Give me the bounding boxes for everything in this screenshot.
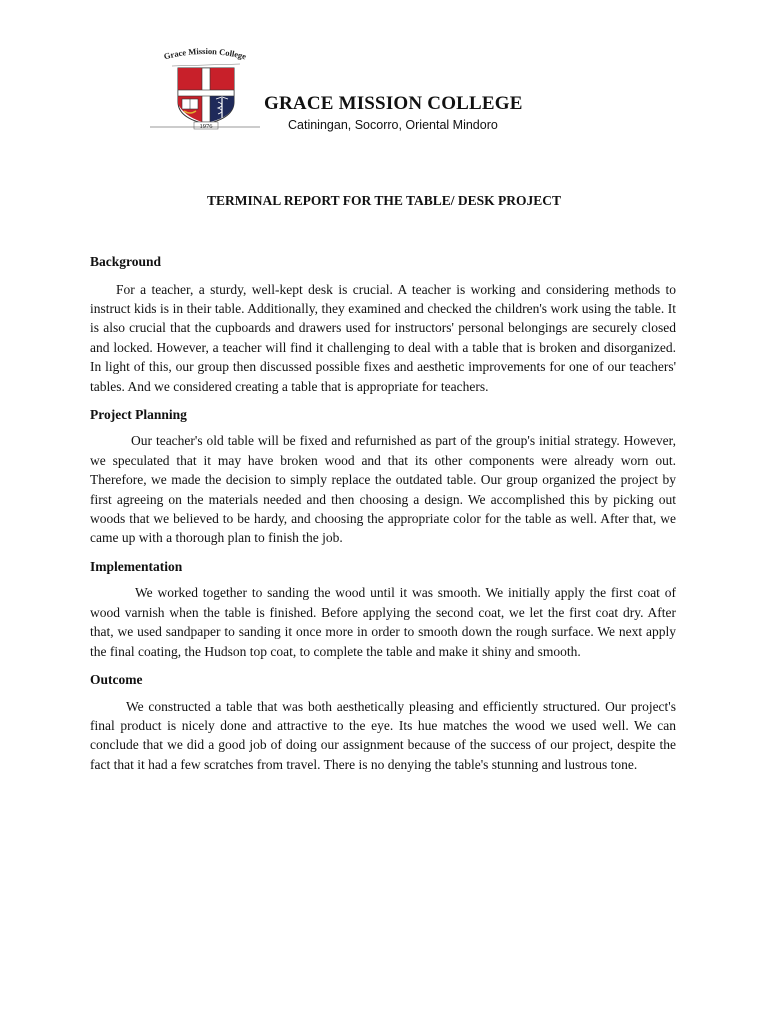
- logo-arc-text: Grace Mission College: [162, 45, 248, 62]
- section-heading: Background: [90, 254, 162, 269]
- section-implementation: [90, 557, 676, 661]
- section-paragraph: Our teacher's old table will be fixed and refurnished as part of the group's initial strategy. However, we speculated that it may have broken wood and that its other components were already worn out. Therefore, we made the decision to simply replace the outdated table. Our group organized the project by first agreeing on the materials needed and then choosing a design. We accomplished this by picking out woods that we believed to be hardy, and choosing the appropriate color for the table as well. After that, we came up with a thorough plan to finish the job.: [90, 433, 676, 546]
- college-logo: [150, 44, 260, 130]
- svg-text:Grace Mission College: [163, 46, 248, 61]
- report-title: TERMINAL REPORT FOR THE TABLE/ DESK PROJECT: [206, 193, 562, 208]
- college-name: GRACE MISSION COLLEGE: [264, 93, 523, 114]
- section-project-planning: [90, 405, 676, 548]
- section-background: [90, 252, 676, 396]
- section-heading: Outcome: [90, 672, 143, 687]
- report-body: [90, 252, 676, 774]
- logo-year: 1976: [199, 123, 213, 130]
- section-heading: Project Planning: [90, 406, 187, 422]
- section-paragraph: For a teacher, a sturdy, well-kept desk is crucial. A teacher is working and considering methods to instruct kids is in their table. Additionally, they examined and checked the children's work using the table. It is also crucial that the cupboards and drawers used for instructors' personal belongings are securely closed and locked. However, a teacher will find it challenging to deal with a table that is broken and disorganized. In light of this, our group then discussed possible fixes and aesthetic improvements for one of our teachers' tables. And we considered creating a table that is appropriate for teachers.: [90, 281, 676, 394]
- section-paragraph: We constructed a table that was both aesthetically pleasing and efficiently structured. Our project's final product is nicely done and attractive to the eye. Its hue matches the wood we used well. We can conclude that we did a good job of doing our assignment because of the success of our project, despite the fact that it had a few scratches from travel. There is no denying the table's stunning and lustrous tone.: [90, 698, 676, 772]
- section-paragraph: We worked together to sanding the wood until it was smooth. We initially apply the first coat of wood varnish when the table is finished. Before applying the second coat, we let the first coat dry. After that, we used sandpaper to sanding it once more in order to smooth down the rough surface. We next apply the final coating, the Hudson top coat, to complete the table and make it shiny and smooth.: [90, 585, 676, 659]
- college-address: Catiningan, Socorro, Oriental Mindoro: [288, 118, 498, 132]
- section-outcome: [90, 670, 676, 774]
- section-heading: Implementation: [90, 558, 183, 574]
